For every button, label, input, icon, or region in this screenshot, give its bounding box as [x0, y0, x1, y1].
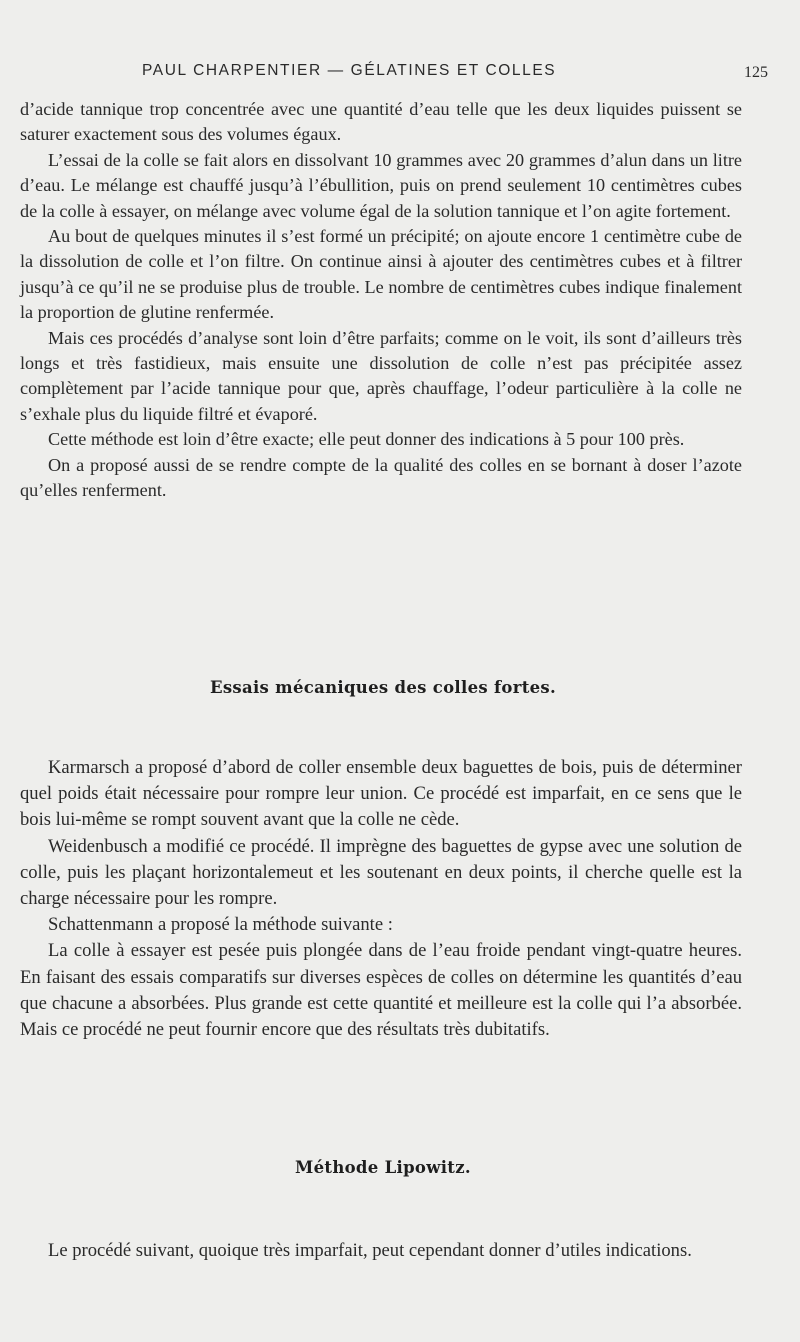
- paragraph: d’acide tannique trop concentrée avec une quantité d’eau telle que les deux liquides puissent se saturer exactement sous des volumes égaux.: [20, 99, 742, 145]
- section-glutine-analysis: [20, 97, 742, 504]
- page-header: [0, 62, 800, 86]
- paragraph: Schattenmann a proposé la méthode suivante :: [48, 914, 393, 936]
- page-number: 125: [744, 64, 768, 81]
- running-title: PAUL CHARPENTIER — GÉLATINES ET COLLES: [142, 62, 557, 79]
- paragraph: L’essai de la colle se fait alors en dissolvant 10 grammes avec 20 grammes d’alun dans un litre d’eau. Le mélange est chauffé jusqu’à l’ébullition, puis on prend seulement 10 centimètres cubes de la colle à essayer, on mélange avec volume égal de la solution tannique et l’on agite fortement.: [20, 149, 742, 221]
- section-heading-methode-lipowitz: Méthode Lipowitz.: [295, 1158, 471, 1177]
- paragraph: Mais ces procédés d’analyse sont loin d’être parfaits; comme on le voit, ils sont d’ailleurs très longs et très fastidieux, mais ensuite une dissolution de colle n’est pas précipitée assez complètement par l’acide tannique pour que, après chauffage, l’odeur particulière à la colle ne s’exhale plus du liquide filtré et évaporé.: [20, 327, 742, 424]
- paragraph: Weidenbusch a modifié ce procédé. Il imprègne des baguettes de gypse avec une solution de colle, puis les plaçant horizontalemeut et les soutenant en deux points, il cherche quelle est la charge nécessaire pour les rompre.: [20, 835, 742, 910]
- section-methode-lipowitz: [20, 1238, 742, 1265]
- paragraph: Le procédé suivant, quoique très imparfait, peut cependant donner d’utiles indications.: [48, 1240, 692, 1261]
- section-essais-mecaniques: [20, 755, 742, 1043]
- paragraph: On a proposé aussi de se rendre compte de la qualité des colles en se bornant à doser l’azote qu’elles renferment.: [20, 454, 742, 501]
- paragraph: La colle à essayer est pesée puis plongée dans de l’eau froide pendant vingt-quatre heures. En faisant des essais comparatifs sur diverses espèces de colles on détermine les quantités d’eau que chacune a absorbées. Plus grande est cette quantité et meilleure est la colle qui l’a absorbée. Mais ce procédé ne peut fournir encore que des résultats très dubitatifs.: [20, 940, 742, 1041]
- section-heading-essais-mecaniques: Essais mécaniques des colles fortes.: [209, 678, 557, 697]
- paragraph: Cette méthode est loin d’être exacte; elle peut donner des indications à 5 pour 100 près.: [48, 429, 685, 450]
- paragraph: Karmarsch a proposé d’abord de coller ensemble deux baguettes de bois, puis de déterminer quel poids était nécessaire pour rompre leur union. Ce procédé est imparfait, en ce sens que le bois lui-même se rompt souvent avant que la colle ne cède.: [20, 757, 742, 831]
- paragraph: Au bout de quelques minutes il s’est formé un précipité; on ajoute encore 1 centimètre cube de la dissolution de colle et l’on filtre. On continue ainsi à ajouter des centimètres cubes et à filtrer jusqu’à ce qu’il ne se produise plus de trouble. Le nombre de centimètres cubes indique finalement la proportion de glutine renfermée.: [20, 226, 742, 323]
